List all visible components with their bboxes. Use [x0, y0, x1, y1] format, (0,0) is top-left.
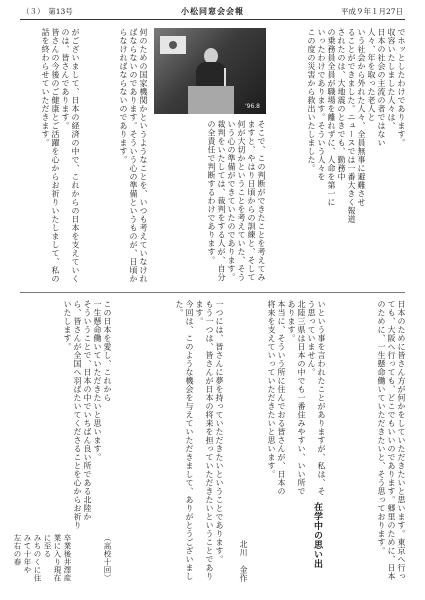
column-heading: [252, 502, 322, 588]
lecture-text-right: でホッとしたわけであります。 収容いたしました人々は、 日本の社会の主流の者ではない 人々、年を取った老人と いう社会から外れた人々、全員無事に避難させ ることができました。ニュースでは一番大きく報道 されたのは、大地震のときでも、勤務中 の乗務員全員が職場を離れずに、人命を第一に いったわけであります。そういう人々を この度の災害から救出いたしました。: [307, 28, 406, 224]
page-issue-number: （３） 第13号: [22, 7, 73, 16]
lecture-text-mid: 何のための国家機関かというようなことを、いつも考えていなければならないのであります。そういう心の準備というものが、日頃からなければならないのであります。: [119, 28, 148, 283]
podium: [188, 86, 234, 114]
speaker-photo: [154, 28, 266, 114]
closing-signature: みちのくに住みて十年や 左右の春: [13, 534, 42, 582]
flag-emblem: [169, 41, 177, 49]
section-divider: [20, 292, 405, 293]
lecture-text-bottom-far-left: この日本を愛し、これから 一生懸命働いていただきたいと思います。 そういうことで、日本の中でいちばん良い所である北陸から、皆さんが全国へ羽ばたいてくださることを心からお祈りいたします。: [63, 300, 112, 530]
newsletter-title: 小松同窓会会報: [181, 6, 244, 16]
photo-date-stamp: '96.8: [244, 103, 260, 110]
column-heading-title: 在学中の思い出: [312, 502, 322, 569]
graduate-note: 卒業後井澤産業に入り現在に至る: [43, 534, 72, 582]
editor-note: （高校十回）: [103, 534, 112, 582]
lecture-text-bottom-mid: いという事を言われたことがありますが、私は、そう思っていません。 北陸三県は日本の中でも一番住みやすい、いい所であります。 本当に、そういう所に住んでおる皆さんが、日本の将来を支えていっていただきたいと思います。: [267, 300, 326, 496]
microphone-icon: [224, 68, 226, 86]
header-rule: [20, 19, 405, 20]
lecture-text-mid-right: そこで、この判断ができたことを考えてみますと、やはり日頃からの訓練と、そして何が大切かということを考えていた、そういう心の準備ができていたのであります。 裁判をいたしては、裁判をする人が、自分の全責任で判断するわけであります。: [207, 120, 266, 282]
lecture-text-bottom-right: 日本のために皆さん方が何かをしていただきたいと思います。東京へ行っても、大阪へ行っても、どこでもいいのであります。郷里のために、日本のために、一生懸命働いていただきたいと、そう思っております。: [377, 300, 406, 581]
issue-date: 平成９年１月27日: [340, 7, 403, 16]
lecture-text-left: がございまして、日本の経済の中で、これからの日本を支えていくのは、皆さんであります。 皆さんの今後のご健康とご活躍を心からお祈りいたしまして、私の話を終わらせていただきます。: [41, 28, 80, 283]
lecture-text-bottom-left: 一つには、皆さんに夢を持っていただきたいということであります。 もう一つは、皆さんが日本の将来を担っていただきたいということであります。 今回は、このような機会を与えていただきまして、ありがとうございました。: [175, 300, 224, 581]
page-header: [0, 0, 425, 22]
column-author: 北川 金作: [239, 540, 248, 583]
